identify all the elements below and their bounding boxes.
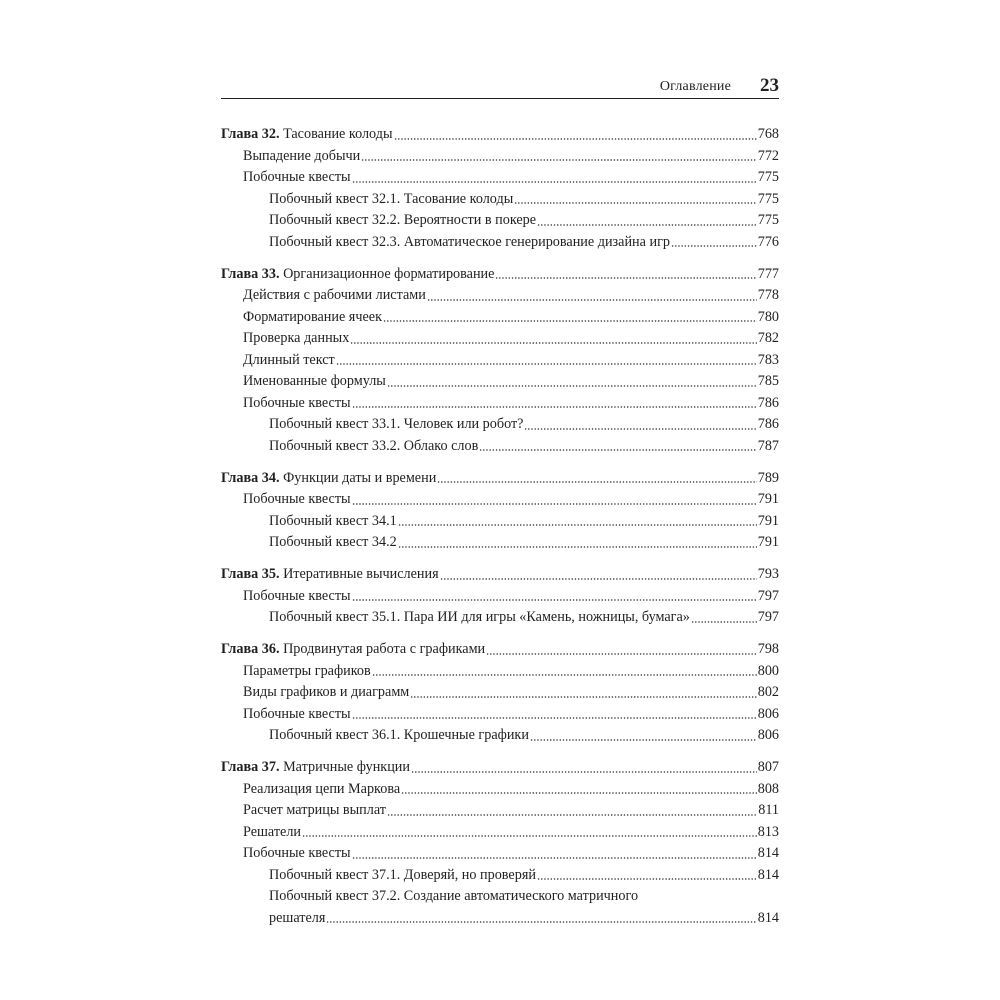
toc-entry[interactable] — [221, 189, 779, 211]
leader-dots — [352, 716, 757, 720]
chapter-label: Глава 32. — [221, 126, 280, 142]
chapter-title: Тасование колоды — [283, 126, 393, 142]
toc-chapter-group — [221, 564, 779, 629]
page-number-ref: 813 — [757, 823, 779, 840]
leader-dots — [537, 223, 757, 227]
toc-entry[interactable] — [221, 661, 779, 683]
toc-entry[interactable] — [221, 307, 779, 329]
page-number-ref: 785 — [757, 373, 779, 389]
chapter-heading — [221, 564, 439, 586]
page-number-ref: 776 — [757, 233, 779, 250]
leader-dots — [352, 598, 757, 602]
leader-dots — [350, 341, 756, 345]
toc-entry[interactable] — [221, 800, 779, 822]
page-number-ref: 791 — [757, 512, 779, 529]
page-number-ref: 775 — [757, 212, 779, 228]
chapter-label: Глава 36. — [221, 641, 280, 657]
toc-chapter-entry[interactable] — [221, 639, 779, 661]
toc-entry[interactable] — [221, 704, 779, 726]
toc-entry[interactable] — [221, 489, 779, 511]
leader-dots — [352, 180, 757, 184]
page-number-ref: 806 — [757, 727, 779, 743]
header-section-title: Оглавление — [659, 79, 731, 94]
toc-entry[interactable] — [221, 167, 779, 189]
running-header — [221, 74, 779, 99]
toc-entry[interactable] — [221, 532, 779, 554]
toc-entry[interactable] — [221, 285, 779, 307]
page-number-ref: 814 — [757, 866, 779, 883]
page-number-ref: 814 — [757, 845, 779, 861]
leader-dots — [398, 545, 757, 549]
leader-dots — [352, 502, 757, 506]
leader-dots — [352, 856, 757, 860]
toc-entry[interactable] — [221, 586, 779, 608]
entry-text: Длинный текст — [243, 351, 335, 368]
toc-entry[interactable] — [221, 436, 779, 458]
entry-text: Побочные квесты — [243, 169, 351, 185]
page-number-ref: 798 — [757, 641, 779, 657]
page-number-ref: 775 — [757, 169, 779, 185]
page-number-ref: 782 — [757, 330, 779, 346]
entry-text: Побочные квесты — [243, 491, 351, 507]
chapter-label: Глава 33. — [221, 265, 280, 282]
chapter-title: Матричные функции — [283, 759, 410, 775]
page-number-ref: 800 — [757, 662, 779, 679]
toc-entry[interactable] — [221, 414, 779, 436]
entry-text: Побочный квест 33.1. Человек или робот? — [269, 416, 524, 432]
toc-chapter-group — [221, 468, 779, 554]
page-number-ref: 778 — [757, 287, 779, 303]
page-number-ref: 786 — [757, 394, 779, 411]
leader-dots — [352, 405, 757, 409]
entry-text: Побочные квесты — [243, 705, 351, 722]
leader-dots — [387, 384, 757, 388]
toc-entry[interactable] — [221, 607, 779, 629]
page-number-ref: 808 — [757, 780, 779, 797]
toc-chapter-group — [221, 639, 779, 747]
entry-text: Побочный квест 37.1. Доверяй, но проверяй — [269, 866, 536, 883]
chapter-heading — [221, 264, 494, 286]
page-number-ref: 780 — [757, 308, 779, 325]
toc-chapter-entry[interactable] — [221, 757, 779, 779]
toc-entry[interactable] — [221, 350, 779, 372]
chapter-title: Организационное форматирование — [283, 265, 495, 282]
page-number-ref: 768 — [757, 126, 779, 142]
page-number-ref: 787 — [757, 437, 779, 454]
toc-chapter-entry[interactable] — [221, 468, 779, 490]
toc-chapter-group — [221, 264, 779, 458]
leader-dots — [372, 673, 757, 677]
entry-text: Решатели — [243, 823, 302, 840]
leader-dots — [427, 298, 757, 302]
toc-chapter-entry[interactable] — [221, 564, 779, 586]
entry-text: Побочный квест 37.2. Создание автоматического матричного — [269, 888, 639, 904]
entry-text: Действия с рабочими листами — [243, 287, 426, 303]
toc-entry[interactable] — [221, 371, 779, 393]
leader-dots — [691, 620, 757, 624]
entry-text: Побочный квест 34.2 — [269, 534, 397, 550]
leader-dots — [671, 244, 757, 248]
page-number-ref: 802 — [757, 684, 779, 700]
leader-dots — [486, 652, 757, 656]
toc-chapter-entry[interactable] — [221, 124, 779, 146]
page-number-ref: 793 — [757, 566, 779, 582]
entry-text: Побочный квест 36.1. Крошечные графики — [269, 727, 529, 743]
entry-text: Проверка данных — [243, 330, 350, 346]
leader-dots — [394, 137, 757, 141]
chapter-heading — [221, 639, 485, 661]
toc-entry[interactable] — [221, 210, 779, 232]
entry-text: Побочный квест 32.3. Автоматическое генерирование дизайна игр — [269, 233, 670, 250]
leader-dots — [398, 523, 757, 527]
toc-entry[interactable] — [221, 843, 779, 865]
entry-text: Побочный квест 32.1. Тасование колоды — [269, 190, 514, 207]
entry-text: Форматирование ячеек — [243, 308, 382, 325]
chapter-heading — [221, 468, 436, 490]
toc-entry[interactable] — [221, 146, 779, 168]
entry-text: Реализация цепи Маркова — [243, 780, 401, 797]
chapter-heading — [221, 757, 410, 779]
toc-chapter-group — [221, 757, 779, 929]
page-number-ref: 791 — [757, 491, 779, 507]
page-number-ref: 775 — [757, 190, 779, 207]
entry-continuation — [269, 908, 779, 930]
chapter-label: Глава 35. — [221, 566, 280, 582]
leader-dots — [302, 834, 757, 838]
leader-dots — [530, 738, 757, 742]
entry-text: Именованные формулы — [243, 373, 386, 389]
entry-text: Побочный квест 33.2. Облако слов — [269, 437, 479, 454]
chapter-title: Итеративные вычисления — [283, 566, 439, 582]
chapter-label: Глава 34. — [221, 469, 280, 486]
toc-entry[interactable] — [221, 328, 779, 350]
chapter-title: Продвинутая работа с графиками — [283, 641, 486, 657]
entry-text: Расчет матрицы выплат — [243, 802, 386, 818]
toc-entry[interactable] — [221, 725, 779, 747]
toc-entry[interactable] — [221, 511, 779, 533]
toc-entry[interactable] — [221, 865, 779, 887]
leader-dots — [437, 480, 756, 484]
toc-chapter-group — [221, 124, 779, 253]
page-number: 23 — [760, 75, 779, 96]
page-number-ref: 811 — [758, 802, 779, 818]
leader-dots — [410, 695, 756, 699]
page-number-ref: 789 — [757, 469, 779, 486]
chapter-heading — [221, 124, 393, 146]
entry-text: Побочный квест 34.1 — [269, 512, 397, 529]
page-number-ref: 807 — [757, 759, 779, 775]
leader-dots — [387, 813, 757, 817]
toc-entry[interactable] — [221, 822, 779, 844]
toc-entry[interactable] — [221, 682, 779, 704]
page-number-ref: 783 — [757, 351, 779, 368]
leader-dots — [411, 770, 757, 774]
leader-dots — [401, 791, 757, 795]
page-number-ref: 806 — [757, 705, 779, 722]
entry-text: Параметры графиков — [243, 662, 371, 679]
leader-dots — [514, 201, 756, 205]
page-number-ref: 772 — [757, 147, 779, 164]
page-number-ref: 777 — [757, 265, 779, 282]
entry-text: Побочные квесты — [243, 394, 351, 411]
entry-text: Побочные квесты — [243, 845, 351, 861]
entry-text: Виды графиков и диаграмм — [243, 684, 410, 700]
page-number-ref: 786 — [757, 416, 779, 432]
leader-dots — [336, 362, 757, 366]
chapter-title: Функции даты и времени — [283, 469, 437, 486]
leader-dots — [495, 276, 756, 280]
entry-text: Побочные квесты — [243, 587, 351, 604]
toc-chapter-entry[interactable] — [221, 264, 779, 286]
leader-dots — [537, 877, 757, 881]
entry-text-cont: решателя — [269, 909, 326, 926]
table-of-contents — [221, 124, 779, 940]
leader-dots — [479, 448, 756, 452]
toc-entry[interactable] — [221, 232, 779, 254]
page-number-ref: 814 — [757, 909, 779, 926]
toc-entry[interactable] — [221, 886, 779, 929]
entry-text: Побочный квест 35.1. Пара ИИ для игры «Камень, ножницы, бумага» — [269, 609, 690, 625]
entry-text: Побочный квест 32.2. Вероятности в покере — [269, 212, 537, 228]
page-number-ref: 791 — [757, 534, 779, 550]
leader-dots — [383, 319, 757, 323]
toc-entry[interactable] — [221, 779, 779, 801]
leader-dots — [440, 577, 757, 581]
toc-entry[interactable] — [221, 393, 779, 415]
page-number-ref: 797 — [757, 587, 779, 604]
chapter-label: Глава 37. — [221, 759, 280, 775]
leader-dots — [524, 427, 756, 431]
entry-text: Выпадение добычи — [243, 147, 361, 164]
leader-dots — [361, 158, 756, 162]
page-number-ref: 797 — [757, 609, 779, 625]
leader-dots — [326, 920, 756, 924]
